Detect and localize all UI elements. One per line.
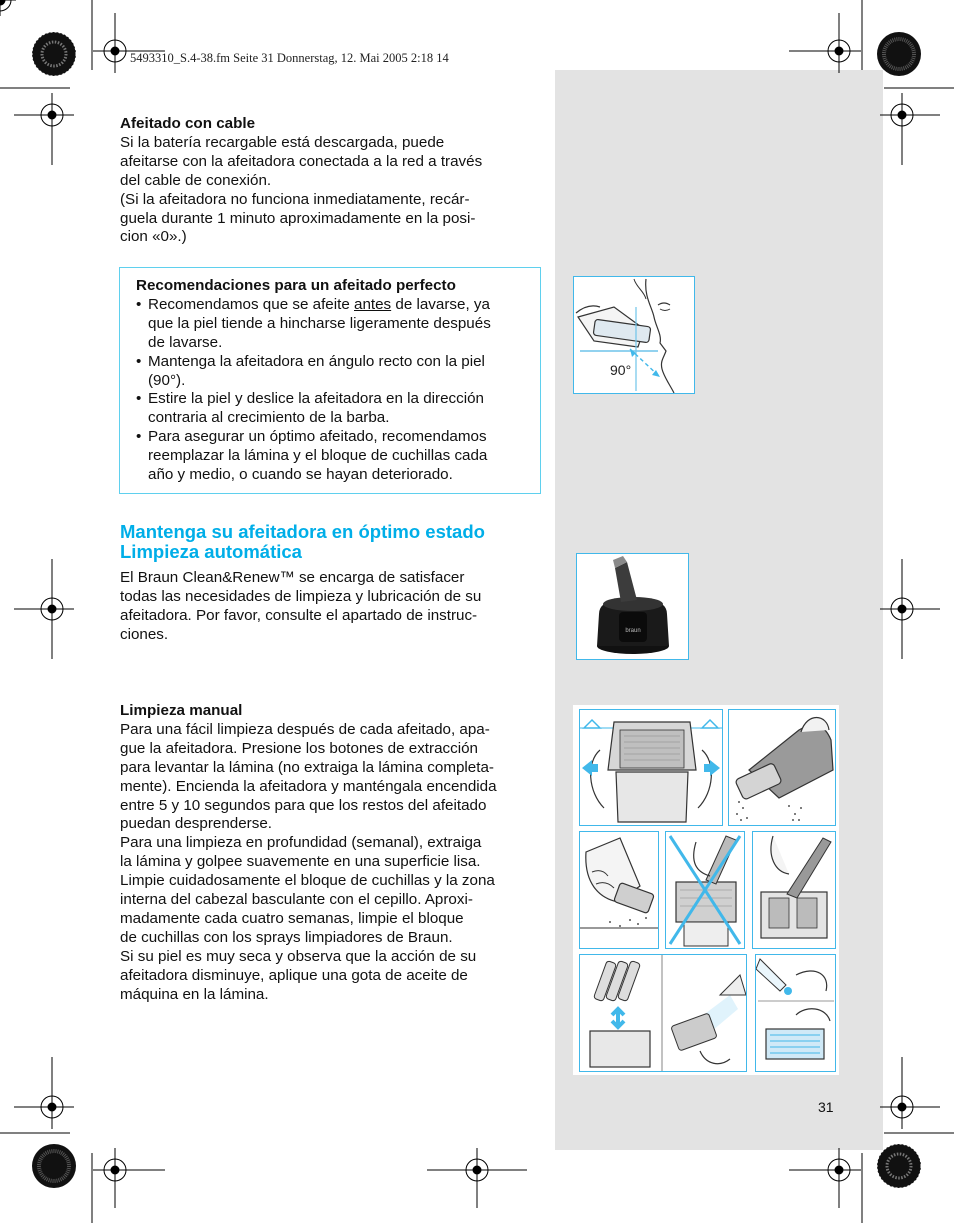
text-line: del cable de conexión. bbox=[120, 171, 272, 189]
tip-text: de lavarse, ya bbox=[391, 295, 490, 313]
tip-text: que la piel tiende a hincharse ligeramente después bbox=[148, 314, 491, 332]
tip-text: Estire la piel y deslice la afeitadora en la dirección bbox=[148, 390, 484, 408]
tip-text: Mantenga la afeitadora en ángulo recto con la piel bbox=[148, 352, 485, 370]
file-info-header: 5493310_S.4-38.fm Seite 31 Donnerstag, 12. Mai 2005 2:18 14 bbox=[130, 51, 449, 65]
step-do-not-brush-foil bbox=[665, 831, 745, 949]
text-line: para levantar la lámina (no extraiga la lámina completa- bbox=[120, 758, 494, 776]
step-oil-foil bbox=[755, 954, 836, 1072]
text-line: ciones. bbox=[120, 625, 169, 643]
text-line: afeitadora disminuye, aplique una gota de aceite de bbox=[120, 966, 468, 984]
text-line: cion «0».) bbox=[120, 228, 187, 246]
tip-underlined-word: antes bbox=[354, 295, 392, 313]
tips-list bbox=[136, 296, 530, 485]
maintenance-heading-line1: Mantenga su afeitadora en óptimo estado bbox=[120, 521, 485, 542]
maintenance-heading-line2: Limpieza automática bbox=[120, 540, 302, 562]
auto-cleaning-section bbox=[120, 569, 540, 645]
tip-item bbox=[136, 296, 530, 353]
text-line: madamente cada cuatro semanas, limpie el bloque bbox=[120, 909, 464, 927]
tip-item bbox=[136, 353, 530, 391]
tip-text: (90°). bbox=[148, 371, 186, 389]
tip-text: contraria al crecimiento de la barba. bbox=[148, 409, 390, 427]
manual-cleaning-section bbox=[120, 702, 540, 1005]
text-line: entre 5 y 10 segundos para que los restos del afeitado bbox=[120, 796, 487, 814]
angle-label: 90° bbox=[610, 362, 632, 378]
tip-text: reemplazar la lámina y el bloque de cuchillas cada bbox=[148, 447, 488, 465]
step-tap-foil bbox=[579, 831, 659, 949]
step-clean-with-spray bbox=[579, 954, 747, 1072]
text-line: mente). Encienda la afeitadora y manténgala encendida bbox=[120, 777, 497, 795]
tip-text: Recomendamos que se afeite bbox=[148, 295, 354, 313]
shaving-angle-figure bbox=[573, 276, 695, 394]
cable-shaving-title: Afeitado con cable bbox=[120, 115, 256, 132]
text-line: (Si la afeitadora no funciona inmediatamente, recár- bbox=[120, 190, 470, 208]
text-line: Para una limpieza en profundidad (semanal), extraiga bbox=[120, 834, 482, 852]
tip-item bbox=[136, 390, 530, 428]
text-line: El Braun Clean&Renew™ se encarga de satisfacer bbox=[120, 569, 465, 586]
step-brush-cutter-block bbox=[752, 831, 836, 949]
tips-title: Recomendaciones para un afeitado perfecto bbox=[136, 277, 456, 294]
text-line: afeitarse con la afeitadora conectada a la red a través bbox=[120, 152, 483, 170]
text-line: Si su piel es muy seca y observa que la acción de su bbox=[120, 947, 477, 965]
tip-text: año y medio, o cuando se hayan deteriorado. bbox=[148, 466, 453, 484]
text-line: gue la afeitadora. Presione los botones de extracción bbox=[120, 739, 478, 757]
brand-logo: braun bbox=[625, 628, 641, 634]
step-press-release-buttons bbox=[579, 709, 723, 826]
text-line: de cuchillas con los sprays limpiadores de Braun. bbox=[120, 928, 453, 946]
text-line: interna del cabezal basculante con el cepillo. Aproxi- bbox=[120, 891, 473, 909]
text-line: puedan desprenderse. bbox=[120, 815, 272, 833]
cleaning-steps-illustrations bbox=[573, 705, 839, 1075]
text-line: Para una fácil limpieza después de cada afeitado, apa- bbox=[120, 720, 490, 738]
tip-text: Para asegurar un óptimo afeitado, recomendamos bbox=[148, 428, 487, 446]
text-line: Si la batería recargable está descargada, puede bbox=[120, 133, 445, 151]
tip-item bbox=[136, 428, 530, 485]
step-run-shaver bbox=[728, 709, 836, 826]
text-line: Limpie cuidadosamente el bloque de cuchillas y la zona bbox=[120, 872, 495, 890]
manual-cleaning-title: Limpieza manual bbox=[120, 702, 243, 719]
page-number: 31 bbox=[818, 1099, 834, 1115]
text-line: la lámina y golpee suavemente en una superficie lisa. bbox=[120, 853, 481, 871]
cable-shaving-section bbox=[120, 115, 540, 247]
tips-box bbox=[119, 267, 541, 494]
tip-text: de lavarse. bbox=[148, 333, 223, 351]
text-line: afeitadora. Por favor, consulte el apartado de instruc- bbox=[120, 606, 478, 624]
clean-renew-figure bbox=[576, 553, 689, 660]
text-line: todas las necesidades de limpieza y lubricación de su bbox=[120, 587, 482, 605]
text-line: máquina en la lámina. bbox=[120, 985, 269, 1003]
text-line: guela durante 1 minuto aproximadamente en la posi- bbox=[120, 209, 476, 227]
maintenance-heading bbox=[120, 522, 560, 561]
